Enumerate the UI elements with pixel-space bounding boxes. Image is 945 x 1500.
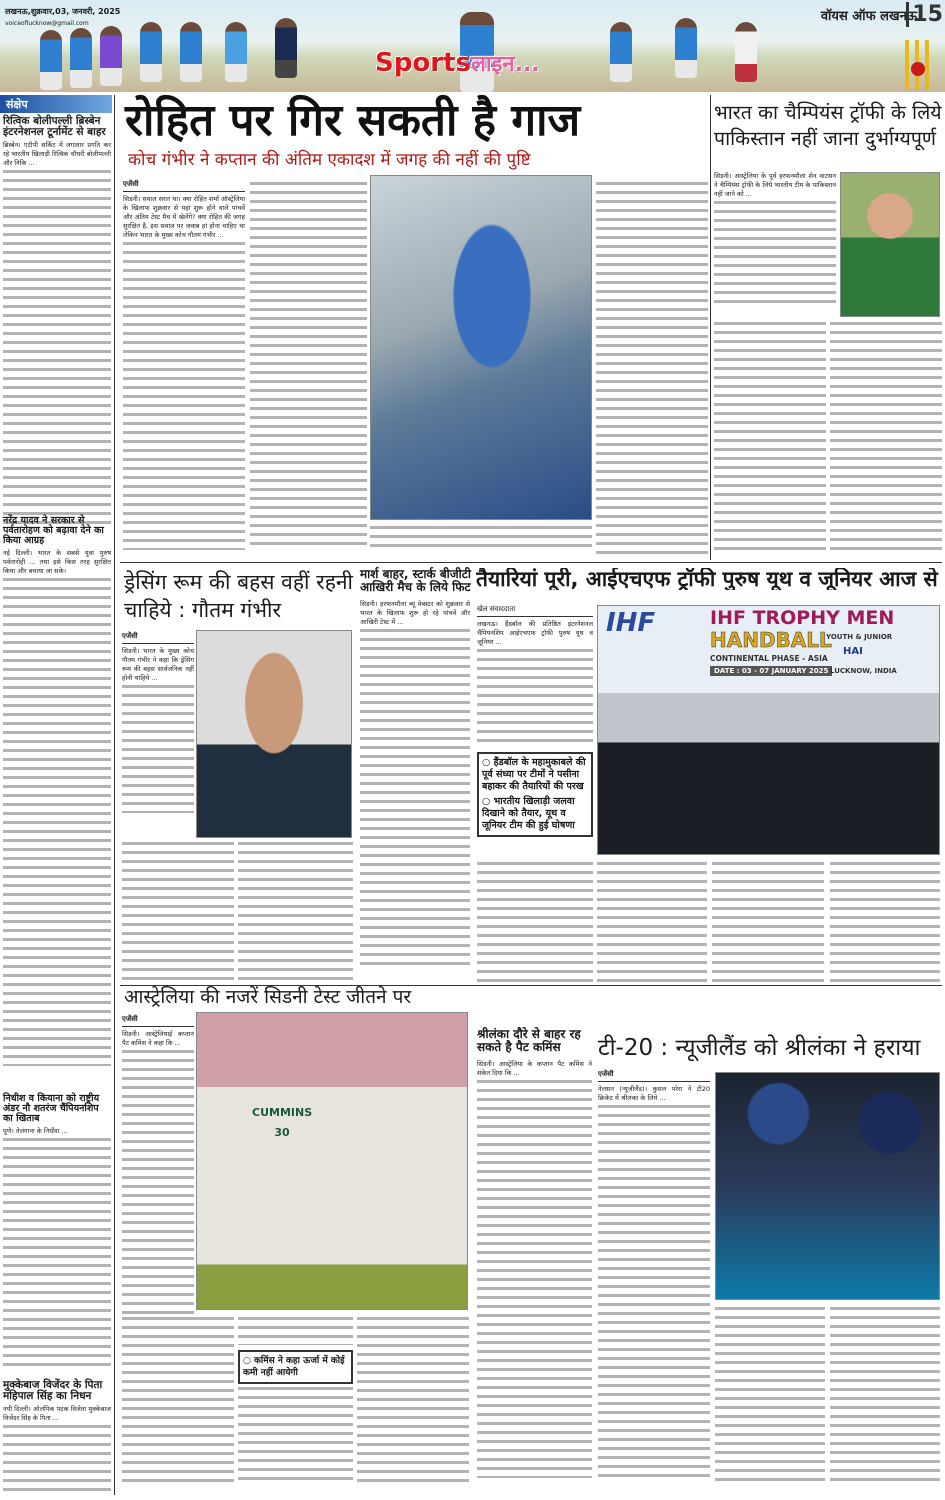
text-block	[238, 840, 353, 980]
athlete-figure	[70, 28, 92, 88]
banner-dates: DATE : 03 - 07 JANUARY 2025	[710, 666, 832, 676]
text-block	[122, 1048, 194, 1318]
brief-story	[3, 1380, 111, 1493]
masthead-banner	[0, 0, 945, 92]
cummins-column	[477, 1060, 592, 1478]
marsh-column	[360, 600, 470, 967]
story-body: लखनऊ। हैंडबॉल की प्रतिष्ठित इंटरनेशनल चैंपियनशिप आईएचएफ ट्रॉफी पुरुष यूथ व जूनियर ...	[477, 620, 593, 646]
athlete-figure	[675, 18, 697, 78]
athlete-figure	[610, 22, 632, 82]
text-block	[122, 1315, 234, 1485]
highlights-box	[477, 752, 593, 837]
champions-headline: भारत का चैम्पियंस ट्रॉफी के लिये पाकिस्तान नहीं जाना दुर्भाग्यपूर्ण	[714, 101, 942, 150]
text-block	[714, 320, 826, 555]
athlete-figure	[40, 30, 62, 90]
byline: एजेंसी	[122, 1015, 194, 1027]
byline: एजेंसी	[122, 632, 194, 644]
story-body: सिडनी। आस्ट्रेलिया के कप्तान पैट कमिंस ने संकेत दिया कि ...	[477, 1060, 592, 1077]
story-body: सिडनी। सवाल सरल था। क्या रोहित शर्मा ऑस्ट्रेलिया के खिलाफ शुक्रवार से यहां शुरू होने वाले पांचवें और अंतिम टेस्ट मैच में खेलेंगे? क्या रोहित की जगह सुरक्षित है, इस सवाल पर जवाब हां होना चाहिए था लेकिन भारत के मुख्य कोच गौतम गंभीर ...	[123, 195, 245, 239]
column-divider	[710, 95, 711, 560]
text-block	[357, 1315, 469, 1485]
headline: मुक्केबाज विजेंदर के पिता महिपाल सिंह का निधन	[3, 1379, 103, 1403]
cricket-ball-icon	[911, 62, 925, 76]
athlete-figure	[275, 18, 297, 78]
story-body: नयी दिल्ली। ओलंपिक पदक विजेता मुक्केबाज विजेंदर सिंह के पिता ...	[3, 1405, 111, 1423]
text-block	[3, 168, 111, 528]
cummins-headline: श्रीलंका दौरे से बाहर रह सकते है पैट कमिंस	[477, 1027, 581, 1054]
banner-place: LUCKNOW, INDIA	[830, 667, 897, 675]
headline: नरेंद्र यादव ने सरकार से पर्वतारोहण को बढ़ावा देने का किया आग्रह	[3, 515, 104, 546]
text-block	[123, 240, 245, 550]
australia-headline: आस्ट्रेलिया की नजरें सिडनी टेस्ट जीतने पर	[124, 986, 412, 1008]
text-block	[370, 524, 592, 552]
text-block	[477, 1078, 592, 1478]
athlete-figure	[180, 22, 202, 82]
athlete-figure	[140, 22, 162, 82]
column-divider	[114, 95, 115, 1495]
lead-subhead: कोच गंभीर ने कप्तान की अंतिम एकादश में जगह की नहीं की पुष्टि	[128, 150, 531, 170]
text-block	[3, 576, 111, 1066]
text-block	[597, 860, 707, 985]
shane-watson-photo	[840, 172, 940, 317]
australia-team-photo	[196, 1012, 468, 1310]
story-body: सिडनी। भारत के मुख्य कोच गौतम गंभीर ने कहा कि ड्रेसिंग रूम की बहस सार्वजनिक नहीं होनी चाहिये ...	[122, 647, 194, 682]
section-title: Sportsलाइन...	[375, 48, 540, 78]
australia-column	[122, 1015, 194, 1318]
marsh-headline: मार्श बाहर, स्टार्क बीजीटी आखिरी मैच के लिये फिट	[360, 567, 471, 594]
text-block	[715, 1305, 825, 1485]
page-number: 15	[906, 2, 943, 27]
story-body: नेलसन (न्यूजीलैंड)। कुसल परेरा ने टी20 क्रिकेट में श्रीलंका के लिये ...	[598, 1085, 710, 1102]
banner-title: IHF TROPHY MEN	[710, 607, 895, 629]
story-body: नई दिल्ली। भारत के सबसे युवा पुरुष पर्वतारोही ... तथा इसे किस तरह सुरक्षित किया और बचाया जा सके।	[3, 548, 111, 575]
srilanka-players-photo	[715, 1072, 940, 1300]
text-block	[598, 1103, 710, 1483]
byline: एजेंसी	[123, 180, 245, 192]
story-body: सिडनी। आस्ट्रेलिया के पूर्व हरफनमौला शेन वाटसन ने चैम्पियंस ट्रॉफी के लिये भारतीय टीम के पाकिस्तान नहीं जाने को ...	[714, 172, 836, 198]
highlight-item: ○ भारतीय खिलाड़ी जलवा दिखाने को तैयार, यूथ व जूनियर टीम की हुई घोषणा	[482, 796, 575, 831]
text-block	[250, 180, 367, 550]
jersey-text: CUMMINS 30	[252, 1106, 313, 1139]
lead-column	[123, 180, 245, 550]
row-divider	[120, 562, 942, 563]
text-block	[122, 840, 234, 980]
gambhir-column	[122, 632, 194, 813]
brief-story	[3, 116, 111, 528]
text-block	[830, 860, 940, 985]
t20-headline: टी-20 : न्यूजीलैंड को श्रीलंका ने हराया	[598, 1035, 921, 1061]
athlete-figure	[225, 22, 247, 82]
text-block	[3, 1423, 111, 1493]
headline: रित्विक बोलीपल्ली ब्रिस्बेन इंटरनेशनल टूर्नामेंट से बाहर	[3, 115, 106, 139]
text-block	[596, 180, 708, 555]
champions-column	[714, 172, 836, 309]
text-block	[238, 1385, 353, 1485]
athlete-figure	[735, 22, 757, 82]
text-block	[360, 627, 470, 967]
headline: निधीश व कियाना को राष्ट्रीय अंडर नौ शतरंज चैंपियनशिप का खिताब	[3, 1093, 100, 1124]
date-line: लखनऊ,शुक्रवार,03, जनवरी, 2025	[5, 7, 121, 16]
byline: खेल संवाददाता	[477, 605, 593, 617]
handball-column	[477, 605, 593, 747]
gautam-gambhir-photo	[196, 630, 352, 838]
email: voiceoflucknow@gmail.com	[5, 20, 89, 27]
handball-team-photo: IHF IHF TROPHY MEN HANDBALL YOUTH & JUNIOR HAI CONTINENTAL PHASE - ASIA DATE : 03 - 07 JANUARY 2025 LUCKNOW, INDIA	[597, 605, 940, 855]
byline: एजेंसी	[598, 1070, 710, 1082]
section-label: संक्षेप	[0, 95, 112, 113]
lead-headline: रोहित पर गिर सकती है गाज	[125, 95, 581, 146]
brief-story	[3, 516, 111, 1066]
story-body: सिडनी। आस्ट्रेलियाई कप्तान पैट कमिंस ने कहा कि ...	[122, 1030, 194, 1047]
text-block	[3, 1136, 111, 1371]
banner-sport: HANDBALL	[710, 628, 832, 652]
handball-headline: तैयारियां पूरी, आईएचएफ ट्रॉफी पुरुष यूथ व जूनियर आज से	[476, 568, 938, 591]
banner-category: YOUTH & JUNIOR	[826, 633, 893, 641]
text-block	[477, 860, 593, 985]
story-body: सिडनी। हरफनमौला ब्यू वेबस्टर को शुक्रवार से भारत के खिलाफ शुरू हो रहे पांचवें और आखिरी टेस्ट में ...	[360, 600, 470, 626]
athlete-figure	[100, 26, 122, 86]
highlight-item: ○ हैंडबॉल के महामुकाबले की पूर्व संध्या पर टीमों ने पसीना बहाकर की तैयारियों की परख	[482, 757, 586, 792]
text-block	[122, 683, 194, 813]
story-body: पुणे। तेलंगाना के निधीश ...	[3, 1126, 68, 1135]
t20-column	[598, 1070, 710, 1483]
story-body: ब्रिस्बेन। एटीपी सर्किट में लगातार प्रगति कर रहे भारतीय खिलाड़ी रित्विक चौधरी बोलीपल्ली और निकि ...	[3, 141, 111, 168]
gambhir-headline: ड्रेसिंग रूम की बहस वहीं रहनी चाहिये : गौतम गंभीर	[124, 570, 353, 622]
brand-name: वॉयस ऑफ लखनऊ	[820, 9, 917, 24]
text-block	[830, 320, 942, 555]
text-block	[238, 1315, 353, 1345]
banner-org: HAI	[843, 646, 863, 657]
quote-box: ○ कमिंस ने कहा ऊर्जा में कोई कमी नहीं आयेगी	[238, 1350, 353, 1384]
text-block	[830, 1305, 940, 1485]
text-block	[714, 199, 836, 309]
brief-story	[3, 1094, 111, 1371]
rohit-sharma-photo	[370, 175, 592, 520]
text-block	[477, 647, 593, 747]
banner-phase: CONTINENTAL PHASE - ASIA	[710, 654, 828, 663]
text-block	[712, 860, 824, 985]
